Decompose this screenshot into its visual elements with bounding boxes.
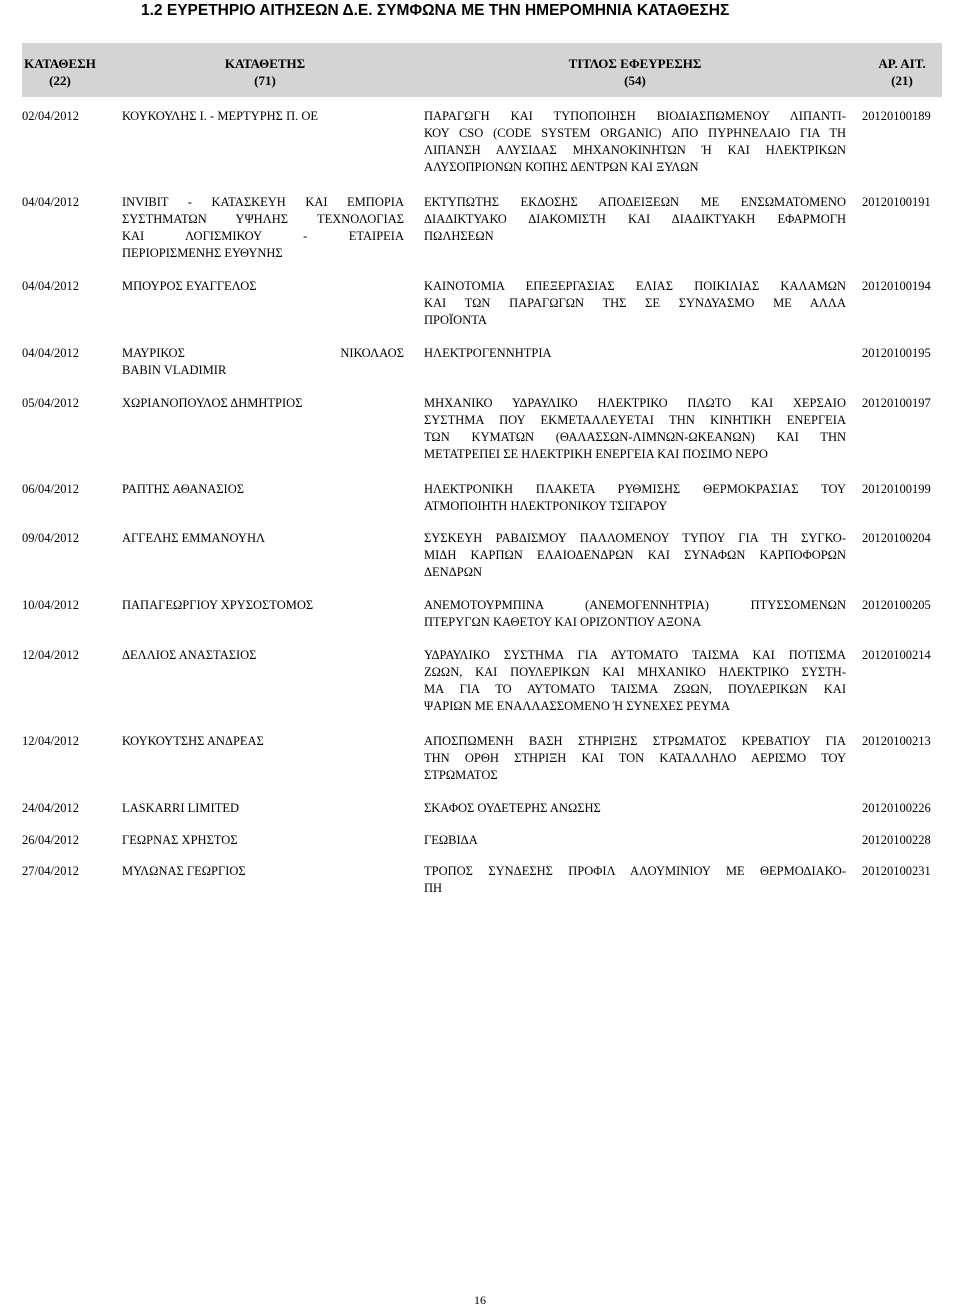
filing-date: 26/04/2012 [22,833,79,847]
invention-title-line: ΚΑΙΝΟΤΟΜΙΑ ΕΠΕΞΕΡΓΑΣΙΑΣ ΕΛΙΑΣ ΠΟΙΚΙΛΙΑΣ ΚΑΛΑΜΩΝ [424,279,846,293]
invention-title-line: ΜΑ ΓΙΑ ΤΟ ΑΥΤΟΜΑΤΟ ΤΑΙΣΜΑ ΖΩΩΝ, ΠΟΥΛΕΡΙΚΩΝ ΚΑΙ [424,682,846,696]
applicant-line: ΜΥΛΩΝΑΣ ΓΕΩΡΓΙΟΣ [122,864,246,878]
invention-title [424,530,846,581]
applicant [122,345,404,379]
invention-title-line: ΣΚΑΦΟΣ ΟΥΔΕΤΕΡΗΣ ΑΝΩΣΗΣ [424,801,601,815]
filing-date: 05/04/2012 [22,396,79,410]
invention-title-line: ΤΩΝ ΚΥΜΑΤΩΝ (ΘΑΛΑΣΣΩΝ-ΛΙΜΝΩΝ-ΩΚΕΑΝΩΝ) ΚΑΙ ΤΗΝ [424,430,846,444]
filing-date: 12/04/2012 [22,734,79,748]
applicant-line: ΑΓΓΕΛΗΣ ΕΜΜΑΝΟΥΗΛ [122,531,266,545]
invention-title [424,597,846,631]
invention-title-line: ΥΔΡΑΥΛΙΚΟ ΣΥΣΤΗΜΑ ΓΙΑ ΑΥΤΟΜΑΤΟ ΤΑΙΣΜΑ ΚΑΙ ΠΟΤΙΣΜΑ [424,648,846,662]
applicant-line: ΠΕΡΙΟΡΙΣΜΕΝΗΣ ΕΥΘΥΝΗΣ [122,246,283,260]
application-number: 20120100228 [862,833,931,847]
invention-title-line: ΚΟΥ CSO (CODE SYSTEM ORGANIC) ΑΠΟ ΠΥΡΗΝΕΛΑΙΟ ΓΙΑ ΤΗ [424,126,846,140]
applicant-line: ΚΑΙ ΛΟΓΙΣΜΙΚΟΥ - ΕΤΑΙΡΕΙΑ [122,229,404,243]
application-number: 20120100226 [862,801,931,815]
applicant [122,597,404,614]
application-number: 20120100189 [862,109,931,123]
filing-date: 12/04/2012 [22,648,79,662]
invention-title-line: ΔΙΑΔΙΚΤΥΑΚΟ ΔΙΑΚΟΜΙΣΤΗ ΚΑΙ ΔΙΑΔΙΚΤΥΑΚΗ ΕΦΑΡΜΟΓΗ [424,212,846,226]
invention-title-line: ΨΑΡΙΩΝ ΜΕ ΕΝΑΛΛΑΣΣΟΜΕΝΟ Ή ΣΥΝΕΧΕΣ ΡΕΥΜΑ [424,699,731,713]
invention-title-line: ΤΡΟΠΟΣ ΣΥΝΔΕΣΗΣ ΠΡΟΦΙΛ ΑΛΟΥΜΙΝΙΟΥ ΜΕ ΘΕΡΜΟΔΙΑΚΟ- [424,864,846,878]
applicant [122,733,404,750]
applicant [122,530,404,547]
filing-date: 24/04/2012 [22,801,79,815]
invention-title [424,345,846,362]
header-owner-label: ΚΑΤΑΘΕΤΗΣ [224,56,306,71]
invention-title [424,800,846,817]
invention-title-line: ΣΤΡΩΜΑΤΟΣ [424,768,498,782]
page-heading: 1.2 ΕΥΡΕΤΗΡΙΟ ΑΙΤΗΣΕΩΝ Δ.Ε. ΣΥΜΦΩΝΑ ΜΕ ΤΗΝ ΗΜΕΡΟΜΗΝΙΑ ΚΑΤΑΘΕΣΗΣ [141,2,730,19]
filing-date: 04/04/2012 [22,279,79,293]
application-number: 20120100197 [862,396,931,410]
application-number: 20120100205 [862,598,931,612]
invention-title-line: ΛΙΠΑΝΣΗ ΑΛΥΣΙΔΑΣ ΜΗΧΑΝΟΚΙΝΗΤΩΝ Ή ΚΑΙ ΗΛΕΚΤΡΙΚΩΝ [424,143,846,157]
invention-title-line: ΑΤΜΟΠΟΙΗΤΗ ΗΛΕΚΤΡΟΝΙΚΟΥ ΤΣΙΓΑΡΟΥ [424,499,668,513]
applicant-line: ΓΕΩΡΝΑΣ ΧΡΗΣΤΟΣ [122,833,238,847]
header-date [22,55,98,89]
applicant-line: BABIN VLADIMIR [122,363,227,377]
application-number: 20120100199 [862,482,931,496]
application-number: 20120100191 [862,195,931,209]
applicant-line: ΔΕΛΛΙΟΣ ΑΝΑΣΤΑΣΙΟΣ [122,648,257,662]
applicant-line: ΜΠΟΥΡΟΣ ΕΥΑΓΓΕΛΟΣ [122,279,257,293]
applicant-line: ΡΑΠΤΗΣ ΑΘΑΝΑΣΙΟΣ [122,482,245,496]
invention-title [424,733,846,784]
invention-title [424,481,846,515]
invention-title-line: ΖΩΩΝ, ΚΑΙ ΠΟΥΛΕΡΙΚΩΝ ΚΑΙ ΜΗΧΑΝΙΚΟ ΗΛΕΚΤΡΙΚΟ ΣΥΣΤΗ- [424,665,846,679]
invention-title [424,194,846,245]
header-number-label: ΑΡ. ΑΙΤ. [878,56,926,71]
filing-date: 09/04/2012 [22,531,79,545]
application-number: 20120100195 [862,346,931,360]
filing-date: 02/04/2012 [22,109,79,123]
applicant [122,278,404,295]
applicant-line: ΜΑΥΡΙΚΟΣ ΝΙΚΟΛΑΟΣ [122,346,404,360]
applicant-line: ΚΟΥΚΟΥΤΣΗΣ ΑΝΔΡΕΑΣ [122,734,264,748]
filing-date: 04/04/2012 [22,195,79,209]
header-owner [122,55,408,89]
header-title [424,55,846,89]
invention-title-line: ΜΙΔΗ ΚΑΡΠΩΝ ΕΛΑΙΟΔΕΝΔΡΩΝ ΚΑΙ ΣΥΝΑΦΩΝ ΚΑΡΠΟΦΟΡΩΝ [424,548,846,562]
invention-title-line: ΑΛΥΣΟΠΡΙΟΝΩΝ ΚΟΠΗΣ ΔΕΝΤΡΩΝ ΚΑΙ ΞΥΛΩΝ [424,160,699,174]
header-number [862,55,942,89]
invention-title [424,863,846,897]
invention-title [424,108,846,176]
applicant [122,800,404,817]
invention-title-line: ΣΥΣΤΗΜΑ ΠΟΥ ΕΚΜΕΤΑΛΛΕΥΕΤΑΙ ΤΗΝ ΚΙΝΗΤΙΚΗ ΕΝΕΡΓΕΙΑ [424,413,846,427]
invention-title-line: ΠΡΟΪΟΝΤΑ [424,313,487,327]
invention-title-line: ΣΥΣΚΕΥΗ ΡΑΒΔΙΣΜΟΥ ΠΑΛΛΟΜΕΝΟΥ ΤΥΠΟΥ ΓΙΑ ΤΗ ΣΥΓΚΟ- [424,531,846,545]
applicant-line: INVIBIT - ΚΑΤΑΣΚΕΥΗ ΚΑΙ ΕΜΠΟΡΙΑ [122,195,404,209]
invention-title [424,832,846,849]
invention-title [424,647,846,715]
application-number: 20120100214 [862,648,931,662]
header-title-label: ΤΙΤΛΟΣ ΕΦΕΥΡΕΣΗΣ [568,56,702,71]
application-number: 20120100213 [862,734,931,748]
application-number: 20120100231 [862,864,931,878]
applicant-line: ΣΥΣΤΗΜΑΤΩΝ ΥΨΗΛΗΣ ΤΕΧΝΟΛΟΓΙΑΣ [122,212,404,226]
applicant [122,395,404,412]
invention-title-line: ΠΑΡΑΓΩΓΗ ΚΑΙ ΤΥΠΟΠΟΙΗΣΗ ΒΙΟΔΙΑΣΠΩΜΕΝΟΥ ΛΙΠΑΝΤΙ- [424,109,846,123]
invention-title [424,395,846,463]
filing-date: 10/04/2012 [22,598,79,612]
applicant-line: ΠΑΠΑΓΕΩΡΓΙΟΥ ΧΡΥΣΟΣΤΟΜΟΣ [122,598,314,612]
invention-title-line: ΜΗΧΑΝΙΚΟ ΥΔΡΑΥΛΙΚΟ ΗΛΕΚΤΡΙΚΟ ΠΛΩΤΟ ΚΑΙ ΧΕΡΣΑΙΟ [424,396,846,410]
invention-title-line: ΚΑΙ ΤΩΝ ΠΑΡΑΓΩΓΩΝ ΤΗΣ ΣΕ ΣΥΝΔΥΑΣΜΟ ΜΕ ΑΛΛΑ [424,296,846,310]
header-title-code: (54) [624,73,646,88]
application-number: 20120100204 [862,531,931,545]
invention-title-line: ΠΗ [424,881,443,895]
invention-title-line: ΓΕΩΒΙΔΑ [424,833,478,847]
header-date-code: (22) [49,73,71,88]
invention-title-line: ΗΛΕΚΤΡΟΓΕΝΝΗΤΡΙΑ [424,346,552,360]
invention-title-line: ΔΕΝΔΡΩΝ [424,565,483,579]
filing-date: 27/04/2012 [22,864,79,878]
filing-date: 04/04/2012 [22,346,79,360]
invention-title-line: ΑΠΟΣΠΩΜΕΝΗ ΒΑΣΗ ΣΤΗΡΙΞΗΣ ΣΤΡΩΜΑΤΟΣ ΚΡΕΒΑΤΙΟΥ ΓΙΑ [424,734,846,748]
header-date-label: ΚΑΤΑΘΕΣΗ [24,56,96,71]
header-number-code: (21) [891,73,913,88]
applicant [122,863,404,880]
application-number: 20120100194 [862,279,931,293]
applicant [122,647,404,664]
header-owner-code: (71) [254,73,276,88]
applicant-line: ΧΩΡΙΑΝΟΠΟΥΛΟΣ ΔΗΜΗΤΡΙΟΣ [122,396,303,410]
applicant-line: LASKARRI LIMITED [122,801,240,815]
invention-title-line: ΗΛΕΚΤΡΟΝΙΚΗ ΠΛΑΚΕΤΑ ΡΥΘΜΙΣΗΣ ΘΕΡΜΟΚΡΑΣΙΑΣ ΤΟΥ [424,482,846,496]
invention-title-line: ΠΤΕΡΥΓΩΝ ΚΑΘΕΤΟΥ ΚΑΙ ΟΡΙΖΟΝΤΙΟΥ ΑΞΟΝΑ [424,615,702,629]
applicant [122,832,404,849]
invention-title-line: ΕΚΤΥΠΩΤΗΣ ΕΚΔΟΣΗΣ ΑΠΟΔΕΙΞΕΩΝ ΜΕ ΕΝΣΩΜΑΤΟΜΕΝΟ [424,195,846,209]
applicant [122,108,404,125]
invention-title-line: ΑΝΕΜΟΤΟΥΡΜΠΙΝΑ (ΑΝΕΜΟΓΕΝΝΗΤΡΙΑ) ΠΤΥΣΣΟΜΕΝΩΝ [424,598,846,612]
filing-date: 06/04/2012 [22,482,79,496]
table-header [22,43,942,97]
invention-title-line: ΤΗΝ ΟΡΘΗ ΣΤΗΡΙΞΗ ΚΑΙ ΤΟΝ ΚΑΤΑΛΛΗΛΟ ΑΕΡΙΣΜΟ ΤΟΥ [424,751,846,765]
applicant [122,481,404,498]
applicant-line: ΚΟΥΚΟΥΛΗΣ Ι. - ΜΕΡΤΥΡΗΣ Π. ΟΕ [122,109,319,123]
invention-title-line: ΜΕΤΑΤΡΕΠΕΙ ΣΕ ΗΛΕΚΤΡΙΚΗ ΕΝΕΡΓΕΙΑ ΚΑΙ ΠΟΣΙΜΟ ΝΕΡΟ [424,447,768,461]
page-number: 16 [474,1293,486,1307]
invention-title-line: ΠΩΛΗΣΕΩΝ [424,229,494,243]
applicant [122,194,404,262]
invention-title [424,278,846,329]
